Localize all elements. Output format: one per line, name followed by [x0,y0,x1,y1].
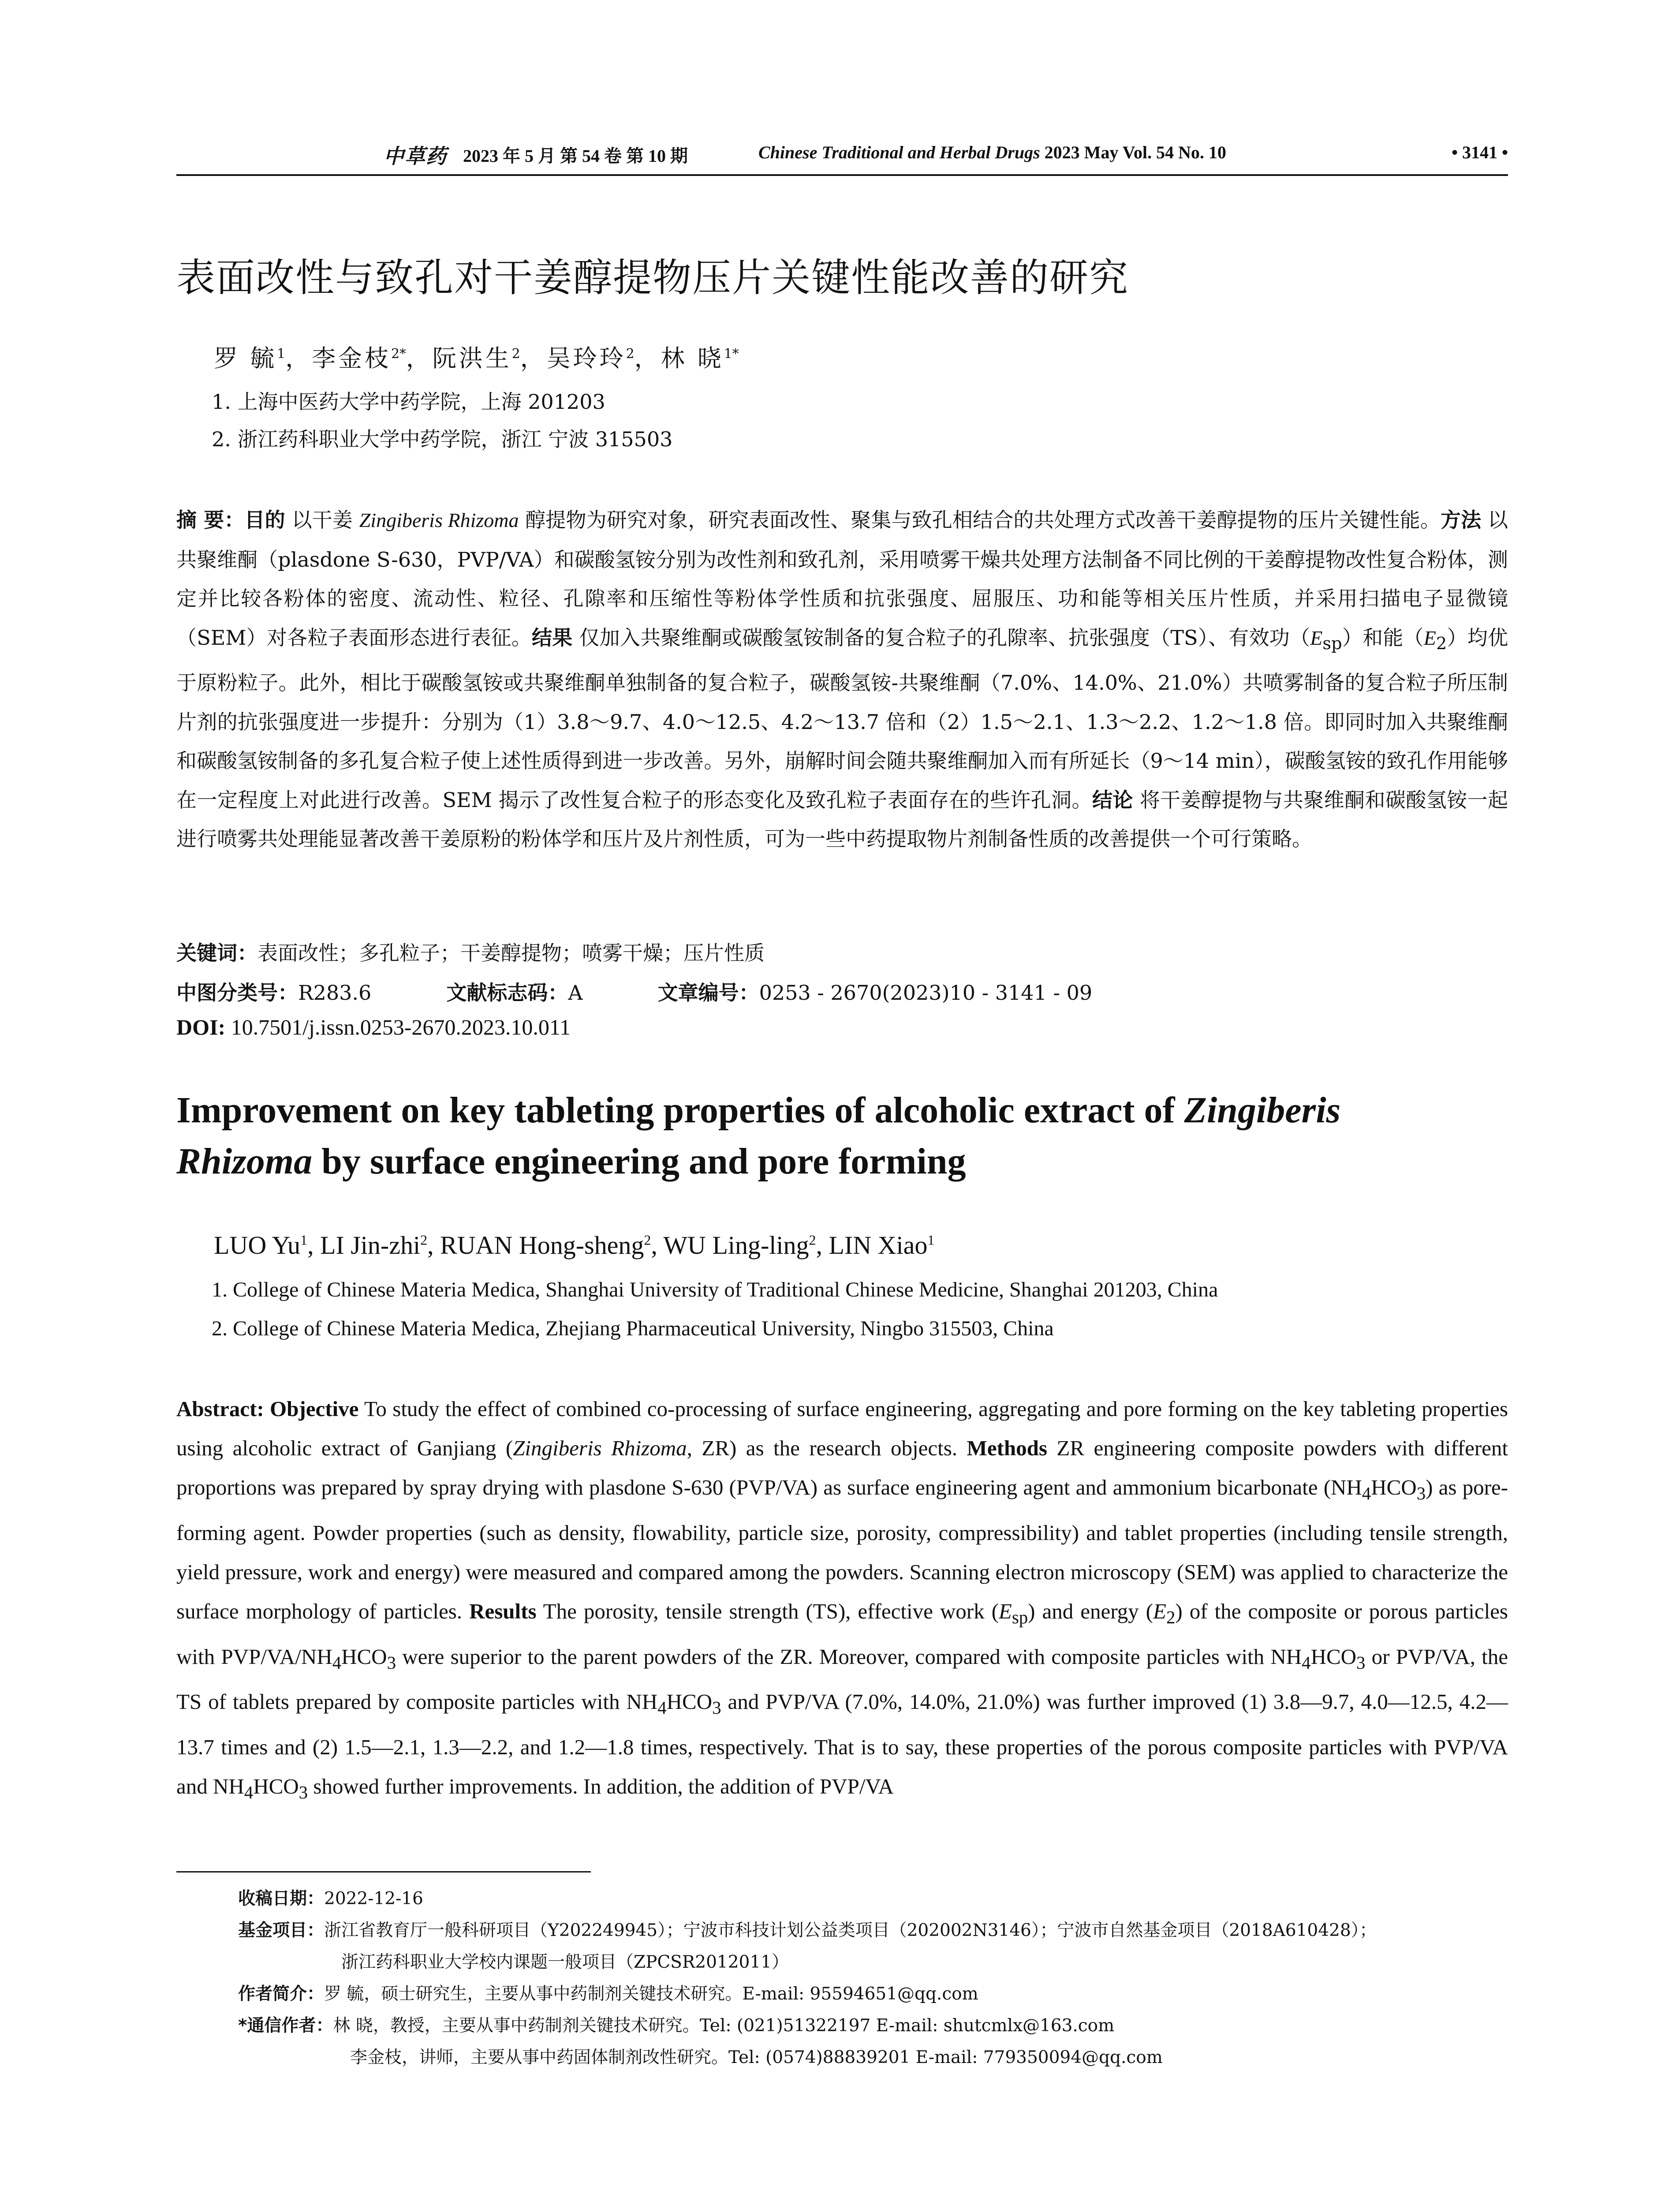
cn-keywords [176,937,765,966]
en-author: RUAN Hong-sheng [440,1231,644,1259]
fn-label: 收稿日期： [238,1889,325,1909]
cn-symbol: E [1310,626,1323,649]
en-author: LIN Xiao [829,1231,928,1259]
fn-text: 李金枝，讲师，主要从事中药固体制剂改性研究。Tel: (0574)88839201 E-mail: 779350094@qq.com [350,2048,1163,2067]
fn-corresponding-cont [238,2042,1508,2074]
en-chem-sub: 3 [712,1698,721,1718]
en-author-aff: 1 [927,1232,935,1248]
cn-objective-label: 目的 [244,508,285,532]
en-chem: HCO [253,1774,299,1799]
en-results-text: ) and energy ( [1028,1599,1154,1623]
cn-authors: 罗 毓$^1$，李金枝$^{2*}$，阮洪生$^2$，吴玲玲$^2$，林 晓$^{1*}$ [214,344,739,372]
cn-author-aff: 2* [391,346,406,362]
en-title-text: Improvement on key tableting properties of alcoholic extract of [176,1090,1184,1131]
fn-fund-cont [238,1947,1508,1978]
en-title-latin: Zingiberis [1184,1090,1341,1131]
cn-abstract [176,501,1508,859]
journal-en [758,142,1226,163]
keywords-text: 表面改性；多孔粒子；干姜醇提物；喷雾干燥；压片性质 [258,941,765,965]
en-chem-sub: 4 [657,1698,667,1718]
cn-author: 李金枝 [312,344,392,372]
cn-results-text: ）均优于原粉粒子。此外，相比于碳酸氢铵或共聚维酮单独制备的复合粒子，碳酸氢铵-共聚维酮（7.0%、14.0%、21.0%）共喷雾制备的复合粒子所压制片剂的抗张强度进一步提升：分别为（1）3.8～9.7、4.0～12.5、4.2～13.7 倍和（2）1.5～2.1、1.3～2.2、1.2～1.8 倍。即同时加入共聚维酮和碳酸氢铵制备的多孔复合粒子使上述性质得到进一步改善。另外，崩解时间会随共聚维酮加入而有所延长（9～14 min），碳酸氢铵的致孔作用能够在一定程度上对此进行改善。SEM 揭示了改性复合粒子的形态变化及致孔粒子表面存在的些许孔洞。 [176,625,1508,812]
fn-text: 罗 毓，硕士研究生，主要从事中药制剂关键技术研究。E-mail: 95594651@qq.com [324,1984,978,2004]
cn-classification [176,977,1092,1006]
fn-label: *通信作者： [238,2016,333,2036]
fn-fund [238,1915,1508,1947]
cn-affiliation-2: 2. 浙江药科职业大学中药学院，浙江 宁波 315503 [212,427,673,451]
en-results-text: were superior to the parent powders of the ZR. Moreover, compared with composite particles with NH [396,1644,1302,1669]
fn-label: 作者简介： [238,1984,325,2004]
article-no-label: 文章编号： [657,981,759,1005]
en-title-text: by surface engineering and pore forming [312,1141,966,1182]
en-methods-text: HCO [1371,1475,1417,1499]
en-methods-label: Methods [967,1436,1047,1460]
en-author-aff: 2 [809,1232,816,1248]
en-methods-text: ZR engineering composite powders with different proportions was prepared by spray drying with plasdone S-630 (PVP/VA) as surface engineering agent and ammonium bicarbonate (NH [176,1436,1508,1499]
journal-logo: 中草药 [384,145,447,168]
en-symbol: E [998,1599,1012,1623]
cn-abstract-label: 摘 要： [176,508,245,532]
en-chem-sub: 3 [1416,1483,1426,1503]
doc-code-value: A [568,981,583,1005]
en-title-latin: Rhizoma [176,1141,313,1182]
fn-text: 2022-12-16 [324,1889,423,1909]
cn-symbol-sub: 2 [1436,633,1447,654]
keywords-label: 关键词： [176,941,258,965]
en-symbol-sub: 2 [1166,1607,1176,1627]
header-rule [176,174,1508,176]
en-author: LUO Yu [214,1231,301,1259]
en-results-text: The porosity, tensile strength (TS), effective work ( [543,1599,999,1623]
en-chem-sub: 4 [1302,1652,1311,1673]
cn-conclusion-label: 结论 [1092,788,1133,812]
running-header [176,140,1508,171]
en-results-text: and PVP/VA (7.0%, 14.0%, 21.0%) was further improved (1) 3.8—9.7, 4.0—12.5, 4.2—13.7 times and (2) 1.5—2.1, 1.3—2.2, and 1.2—1.8 times, respectively. That is to say, these properties of the porous composite particles with PVP/VA and NH [176,1689,1508,1799]
en-symbol: E [1153,1599,1166,1623]
cn-author-aff: 1* [724,346,739,362]
fn-author [238,1978,1508,2010]
en-results-text: showed further improvements. In addition, the addition of PVP/VA [308,1774,894,1799]
cn-methods-text: 以共聚维酮（plasdone S-630，PVP/VA）和碳酸氢铵分别为改性剂和致孔剂，采用喷雾干燥共处理方法制备不同比例的干姜醇提物改性复合粉体，测定并比较各粉体的密度、流动性、粒径、孔隙率和压缩性等粉体学性质和抗张强度、屈服压、功和能等相关压片性质，并采用扫描电子显微镜（SEM）对各粒子表面形态进行表征。 [176,508,1508,650]
cn-author-aff: 2 [626,346,635,362]
cn-author: 林 晓 [661,344,724,372]
issue-en: 2023 May Vol. 54 No. 10 [1044,142,1226,162]
footnote-rule [176,1871,591,1872]
cn-symbol-sub: sp [1322,633,1342,654]
article-no-value: 0253 - 2670(2023)10 - 3141 - 09 [759,981,1093,1005]
doi-label: DOI: [176,1015,226,1039]
en-chem-sub: 4 [244,1782,254,1802]
en-objective-text: To study the effect of combined co-processing of surface engineering, aggregating and pore forming on the key tableting properties using alcoholic extract of Ganjiang ( [176,1397,1508,1460]
en-chem-sub: 3 [387,1652,396,1673]
en-results-text: ) of the composite or porous particles with PVP/VA/NH [176,1599,1508,1669]
cn-affiliation-1: 1. 上海中医药大学中药学院，上海 201203 [212,390,605,414]
cn-methods-label: 方法 [1441,508,1482,532]
clc-value: R283.6 [298,981,372,1005]
cn-symbol: E [1423,626,1436,649]
en-chem-sub: 3 [1356,1652,1366,1673]
cn-author: 吴玲玲 [546,344,626,372]
cn-author: 阮洪生 [432,344,512,372]
en-symbol-sub: sp [1012,1607,1028,1627]
journal-name-en: Chinese Traditional and Herbal Drugs [758,142,1040,162]
doc-code-label: 文献标志码： [446,981,568,1005]
en-objective-text: , ZR) as the research objects. [687,1436,958,1460]
cn-title: 表面改性与致孔对干姜醇提物压片关键性能改善的研究 [176,255,1129,300]
en-methods-text: ) as pore-forming agent. Powder properties (such as density, flowability, particle size, porosity, compressibility) and tablet properties (including tensile strength, yield pressure, work and energy) were measured and compared among the powders. Scanning electron microscopy (SEM) was applied to characterize the surface morphology of particles. [176,1475,1508,1623]
en-chem-sub: 3 [299,1782,308,1802]
en-author-aff: 1 [300,1232,307,1248]
en-abstract-label: Abstract: Objective [176,1397,359,1421]
en-affiliation-2: 2. College of Chinese Materia Medica, Zhejiang Pharmaceutical University, Ningbo 315503, China [212,1317,1054,1340]
doi-value: 10.7501/j.issn.0253-2670.2023.10.011 [231,1015,571,1039]
page-number: • 3141 • [1451,142,1508,162]
fn-label: 基金项目： [238,1921,325,1940]
issue-cn: 2023 年 5 月 第 54 卷 第 10 期 [463,146,688,166]
cn-objective-text: 以干姜 [291,508,359,532]
en-latin-name: Zingiberis Rhizoma [513,1436,687,1460]
fn-corresponding [238,2010,1508,2042]
en-author: LI Jin-zhi [320,1231,421,1259]
en-title [176,1085,1508,1187]
fn-text: 林 晓，教授，主要从事中药制剂关键技术研究。Tel: (021)51322197 E-mail: shutcmlx@163.com [333,2016,1115,2036]
cn-author-aff: 1 [277,346,286,362]
fn-received [238,1883,1508,1915]
cn-results-text: ）和能（ [1342,625,1424,650]
cn-objective-text: 醇提物为研究对象，研究表面改性、聚集与致孔相结合的共处理方式改善干姜醇提物的压片关键性能。 [519,508,1441,532]
en-chem-sub: 4 [332,1652,342,1673]
doi-line [176,1014,571,1040]
en-chem: HCO [341,1644,387,1669]
fn-text: 浙江药科职业大学校内课题一般项目（ZPCSR2012011） [341,1952,789,1972]
en-results-text: or PVP/VA, the TS of tablets prepared by composite particles with NH [176,1644,1508,1714]
cn-conclusion-text: 将干姜醇提物与共聚维酮和碳酸氢铵一起进行喷雾共处理能显著改善干姜原粉的粉体学和压片及片剂性质，可为一些中药提取物片剂制备性质的改善提供一个可行策略。 [176,788,1508,851]
fn-text: 浙江省教育厅一般科研项目（Y202249945）；宁波市科技计划公益类项目（202002N3146）；宁波市自然基金项目（2018A610428）； [324,1921,1377,1940]
cn-results-text: 仅加入共聚维酮或碳酸氢铵制备的复合粒子的孔隙率、抗张强度（TS）、有效功（ [579,625,1310,650]
clc-label: 中图分类号： [176,981,298,1005]
en-chem-sub: 4 [1362,1483,1371,1503]
en-author-aff: 2 [644,1232,651,1248]
cn-results-label: 结果 [532,625,573,650]
en-affiliation-1: 1. College of Chinese Materia Medica, Shanghai University of Traditional Chinese Medicine, Shanghai 201203, China [212,1278,1218,1301]
en-chem: HCO [666,1689,713,1714]
en-chem: HCO [1310,1644,1357,1669]
footnotes [238,1883,1508,2074]
en-author: WU Ling-ling [663,1231,809,1259]
en-author-aff: 2 [420,1232,428,1248]
cn-author-aff: 2 [511,346,520,362]
en-authors: LUO Yu$^1$, LI Jin-zhi$^2$, RUAN Hong-sheng$^2$, WU Ling-ling$^2$, LIN Xiao$^1$ [214,1231,935,1259]
cn-author: 罗 毓 [214,344,277,372]
en-results-label: Results [469,1599,537,1623]
cn-latin-name: Zingiberis Rhizoma [359,509,519,531]
en-abstract [176,1389,1508,1812]
